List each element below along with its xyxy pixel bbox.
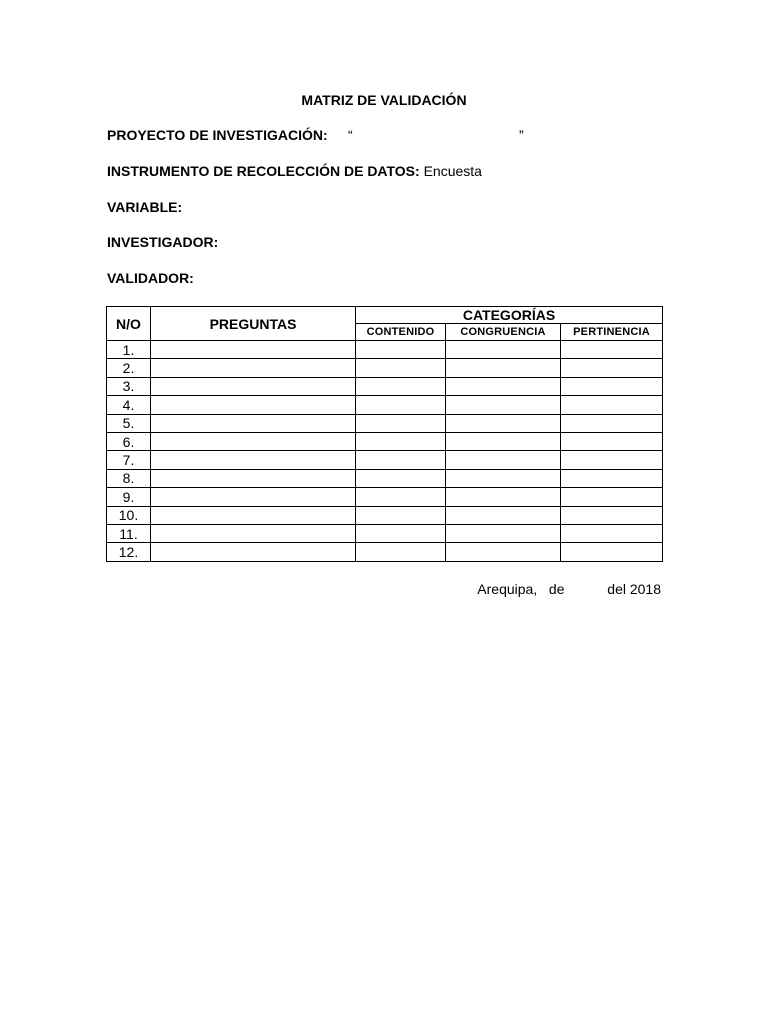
question-cell [151, 414, 356, 432]
row-number-cell: 12. [107, 543, 151, 561]
validation-matrix-table [106, 306, 663, 562]
congruencia-cell [446, 359, 561, 377]
pertinencia-cell [561, 543, 663, 561]
table-row [107, 396, 663, 414]
contenido-cell [356, 524, 446, 542]
quote-open: “ [348, 127, 353, 143]
pertinencia-cell [561, 341, 663, 359]
question-cell [151, 524, 356, 542]
column-header-number: N/O [107, 307, 151, 341]
field-investigador-label: INVESTIGADOR: [107, 234, 219, 250]
table-row [107, 414, 663, 432]
congruencia-cell [446, 414, 561, 432]
congruencia-cell [446, 543, 561, 561]
row-number-cell: 7. [107, 451, 151, 469]
contenido-cell [356, 432, 446, 450]
pertinencia-cell [561, 396, 663, 414]
contenido-cell [356, 543, 446, 561]
question-cell [151, 396, 356, 414]
pertinencia-cell [561, 469, 663, 487]
question-cell [151, 543, 356, 561]
row-number-cell: 1. [107, 341, 151, 359]
field-validador [107, 269, 194, 287]
pertinencia-cell [561, 524, 663, 542]
pertinencia-cell [561, 488, 663, 506]
congruencia-cell [446, 377, 561, 395]
table-row [107, 359, 663, 377]
contenido-cell [356, 341, 446, 359]
row-number-cell: 4. [107, 396, 151, 414]
field-validador-label: VALIDADOR: [107, 270, 194, 286]
congruencia-cell [446, 506, 561, 524]
table-row [107, 524, 663, 542]
column-header-categories: CATEGORÍAS [356, 307, 663, 324]
field-proyecto [107, 126, 328, 144]
row-number-cell: 10. [107, 506, 151, 524]
subheader-congruencia: CONGRUENCIA [446, 324, 561, 341]
table-row [107, 341, 663, 359]
congruencia-cell [446, 451, 561, 469]
congruencia-cell [446, 432, 561, 450]
pertinencia-cell [561, 414, 663, 432]
contenido-cell [356, 414, 446, 432]
pertinencia-cell [561, 432, 663, 450]
contenido-cell [356, 396, 446, 414]
table-row [107, 432, 663, 450]
congruencia-cell [446, 524, 561, 542]
field-variable-label: VARIABLE: [107, 199, 183, 215]
contenido-cell [356, 359, 446, 377]
pertinencia-cell [561, 451, 663, 469]
subheader-contenido: CONTENIDO [356, 324, 446, 341]
contenido-cell [356, 506, 446, 524]
column-header-questions: PREGUNTAS [151, 307, 356, 341]
contenido-cell [356, 469, 446, 487]
subheader-pertinencia: PERTINENCIA [561, 324, 663, 341]
pertinencia-cell [561, 377, 663, 395]
table-row [107, 451, 663, 469]
congruencia-cell [446, 469, 561, 487]
field-instrumento-label: INSTRUMENTO DE RECOLECCIÓN DE DATOS: [107, 163, 420, 179]
pertinencia-cell [561, 359, 663, 377]
table-row [107, 377, 663, 395]
table-row [107, 488, 663, 506]
congruencia-cell [446, 341, 561, 359]
row-number-cell: 5. [107, 414, 151, 432]
question-cell [151, 359, 356, 377]
question-cell [151, 451, 356, 469]
row-number-cell: 3. [107, 377, 151, 395]
question-cell [151, 341, 356, 359]
row-number-cell: 11. [107, 524, 151, 542]
field-variable [107, 198, 182, 216]
contenido-cell [356, 451, 446, 469]
field-instrumento-value: Encuesta [423, 163, 482, 179]
pertinencia-cell [561, 506, 663, 524]
question-cell [151, 506, 356, 524]
field-investigador [107, 233, 218, 251]
footer-city: Arequipa, [477, 581, 538, 597]
footer-date-line [477, 580, 661, 598]
congruencia-cell [446, 396, 561, 414]
row-number-cell: 6. [107, 432, 151, 450]
contenido-cell [356, 488, 446, 506]
table-header-row [107, 307, 663, 324]
question-cell [151, 432, 356, 450]
table-row [107, 543, 663, 561]
table-row [107, 469, 663, 487]
footer-year: del 2018 [607, 581, 661, 597]
footer-de: de [548, 581, 565, 597]
row-number-cell: 8. [107, 469, 151, 487]
row-number-cell: 9. [107, 488, 151, 506]
page-title: MATRIZ DE VALIDACIÓN [301, 92, 467, 108]
question-cell [151, 377, 356, 395]
row-number-cell: 2. [107, 359, 151, 377]
quote-close: ” [519, 127, 524, 143]
table-row [107, 506, 663, 524]
question-cell [151, 469, 356, 487]
contenido-cell [356, 377, 446, 395]
field-instrumento [107, 162, 482, 180]
congruencia-cell [446, 488, 561, 506]
field-proyecto-label: PROYECTO DE INVESTIGACIÓN: [107, 127, 328, 143]
question-cell [151, 488, 356, 506]
